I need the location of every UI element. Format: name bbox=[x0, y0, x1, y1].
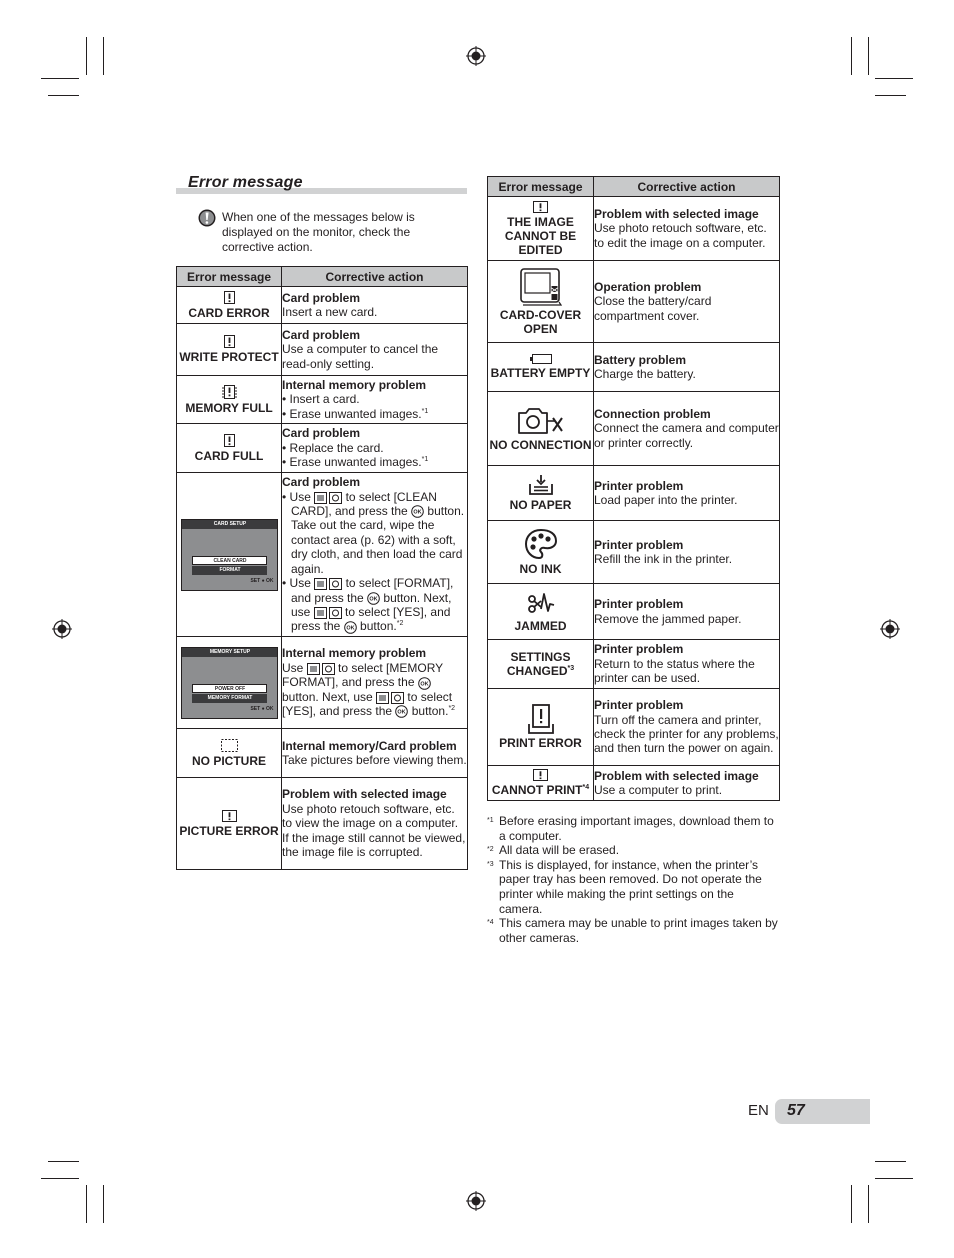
error-message-cell bbox=[488, 261, 594, 343]
registration-mark-icon bbox=[52, 619, 72, 639]
ok-button-icon bbox=[367, 592, 380, 605]
corrective-action-cell bbox=[594, 392, 780, 466]
no-ink-icon bbox=[524, 528, 558, 560]
corrective-action-cell bbox=[594, 766, 780, 801]
action-text: Load paper into the printer. bbox=[594, 493, 738, 507]
no-connection-icon bbox=[517, 406, 565, 436]
footnote-mark: *3 bbox=[487, 860, 494, 868]
crop-mark bbox=[41, 78, 79, 79]
table-row bbox=[177, 287, 468, 324]
table-row bbox=[177, 729, 468, 778]
svg-text:OK: OK bbox=[346, 625, 355, 632]
action-bullet: • Erase unwanted images.$^{*1}$ bbox=[282, 406, 429, 421]
footnote-text: This is displayed, for instance, when the printer’s paper tray has been removed. Do not operate the printer while making the print settings on the camera. bbox=[499, 857, 762, 916]
error-message-cell bbox=[488, 392, 594, 466]
error-message-cell bbox=[177, 287, 282, 324]
jammed-icon bbox=[527, 591, 555, 617]
crop-mark bbox=[875, 95, 906, 96]
error-message-cell bbox=[177, 729, 282, 778]
action-bullet: • Erase unwanted images.$^{*1}$ bbox=[282, 455, 429, 470]
error-name: MEMORY FULL bbox=[185, 400, 273, 415]
error-message-cell bbox=[488, 466, 594, 521]
table-row bbox=[488, 392, 780, 466]
crop-mark bbox=[851, 1185, 852, 1223]
ok-button-icon bbox=[395, 705, 408, 718]
problem-title: Problem with selected image bbox=[282, 787, 447, 802]
crop-mark bbox=[103, 1185, 104, 1223]
table-row bbox=[488, 766, 780, 801]
up-down-buttons-icon bbox=[376, 692, 404, 704]
crop-mark bbox=[48, 95, 79, 96]
problem-title: Internal memory/Card problem bbox=[282, 738, 457, 753]
screen-option: POWER OFF bbox=[192, 684, 267, 693]
footnote-ref: *2 bbox=[396, 620, 404, 628]
crop-mark bbox=[48, 1161, 79, 1162]
registration-mark-icon bbox=[466, 46, 486, 66]
crop-mark bbox=[868, 1185, 869, 1223]
error-name: JAMMED bbox=[514, 618, 567, 633]
svg-text:OK: OK bbox=[420, 681, 429, 688]
footnote-ref: *1 bbox=[421, 407, 429, 415]
error-message-cell bbox=[488, 689, 594, 766]
page-number: 57 bbox=[787, 1102, 805, 1119]
error-table-right bbox=[487, 176, 780, 801]
error-name: NO INK bbox=[519, 562, 562, 576]
action-text: Close the battery/card compartment cover. bbox=[594, 294, 712, 323]
footnotes bbox=[487, 814, 779, 945]
crop-mark bbox=[86, 37, 87, 75]
error-message-cell bbox=[177, 324, 282, 376]
registration-mark-icon bbox=[880, 619, 900, 639]
footnote-mark: *1 bbox=[487, 817, 494, 824]
table-row bbox=[177, 637, 468, 729]
language-label: EN bbox=[748, 1102, 769, 1119]
error-message-cell bbox=[488, 343, 594, 392]
caution-icon bbox=[198, 209, 216, 227]
crop-mark bbox=[86, 1185, 87, 1223]
error-name: PICTURE ERROR bbox=[179, 823, 279, 838]
screen-footer: SET ● OK bbox=[250, 705, 274, 712]
corrective-action-cell bbox=[594, 640, 780, 689]
footnote bbox=[487, 916, 779, 945]
print-error-icon bbox=[528, 704, 554, 734]
action-text: Use to select [MEMORY FORMAT], and press the OK button. Next, use to select [YES], and press the OK button.$^{*2}$ bbox=[282, 660, 456, 719]
crop-mark bbox=[868, 37, 869, 75]
svg-text:OK: OK bbox=[413, 510, 422, 517]
error-name: CANNOT PRINT bbox=[491, 783, 583, 797]
footnote bbox=[487, 843, 779, 858]
action-text: Refill the ink in the printer. bbox=[594, 552, 733, 566]
footnote bbox=[487, 814, 779, 843]
problem-title: Printer problem bbox=[594, 642, 684, 657]
screen-header: MEMORY SETUP bbox=[182, 648, 277, 657]
intro-text: When one of the messages below is displayed on the monitor, check the corrective action. bbox=[222, 210, 415, 254]
exclamation-icon bbox=[533, 201, 548, 213]
column-header-message: Error message bbox=[488, 177, 594, 197]
screen-option-selected: MEMORY FORMAT bbox=[192, 694, 267, 703]
error-message-cell bbox=[177, 376, 282, 424]
problem-title: Printer problem bbox=[594, 698, 684, 713]
action-text: Use a computer to print. bbox=[594, 783, 723, 797]
error-message-cell bbox=[488, 640, 594, 689]
corrective-action-cell bbox=[594, 466, 780, 521]
table-row bbox=[177, 778, 468, 870]
ok-button-icon bbox=[418, 677, 431, 690]
no-paper-icon bbox=[528, 474, 554, 496]
no-picture-icon bbox=[221, 739, 238, 752]
crop-mark bbox=[103, 37, 104, 75]
error-name: NO PICTURE bbox=[191, 753, 266, 768]
corrective-action-cell bbox=[282, 637, 468, 729]
action-text: Remove the jammed paper. bbox=[594, 611, 742, 626]
corrective-action-cell bbox=[282, 424, 468, 473]
action-text: Return to the status where the printer can be used. bbox=[594, 656, 755, 686]
error-message-cell bbox=[488, 766, 594, 801]
svg-text:OK: OK bbox=[397, 710, 407, 717]
internal-memory-icon bbox=[222, 385, 237, 399]
problem-title: Card problem bbox=[282, 475, 361, 490]
table-row bbox=[488, 521, 780, 584]
footnote-ref: *4 bbox=[582, 784, 590, 791]
corrective-action-cell bbox=[282, 778, 468, 870]
table-row bbox=[488, 197, 780, 261]
svg-text:OK: OK bbox=[369, 596, 378, 603]
screen-option-selected: FORMAT bbox=[192, 566, 267, 575]
ok-button-icon bbox=[411, 505, 424, 518]
page-number-tab bbox=[748, 1099, 870, 1124]
error-name: CARD FULL bbox=[194, 448, 264, 463]
action-bullet: • Use to select [CLEAN CARD], and press the OK button. Take out the card, wipe the contact area (p. 62) with a soft, dry cloth, and then load the card again. bbox=[282, 489, 465, 576]
crop-mark bbox=[875, 78, 913, 79]
crop-mark bbox=[875, 1178, 913, 1179]
error-name: CARD ERROR bbox=[188, 305, 270, 320]
error-message-cell bbox=[177, 473, 282, 637]
corrective-action-cell bbox=[282, 376, 468, 424]
problem-title: Internal memory problem bbox=[282, 646, 427, 661]
footnote-text: Before erasing important images, download them to a computer. bbox=[499, 814, 774, 843]
action-text: Use photo retouch software, etc. to view the image on a computer. If the image still cannot be viewed, the image file is corrupted. bbox=[282, 801, 466, 860]
column-header-action: Corrective action bbox=[594, 177, 780, 197]
problem-title: Internal memory problem bbox=[282, 377, 427, 392]
corrective-action-cell bbox=[594, 197, 780, 261]
card-cover-icon bbox=[520, 268, 562, 306]
corrective-action-cell bbox=[594, 261, 780, 343]
error-name: WRITE PROTECT bbox=[179, 350, 279, 364]
error-name: NO CONNECTION bbox=[489, 437, 592, 452]
problem-title: Connection problem bbox=[594, 406, 711, 421]
problem-title: Operation problem bbox=[594, 279, 702, 294]
crop-mark bbox=[41, 1178, 79, 1179]
table-row bbox=[177, 424, 468, 473]
column-header-message: Error message bbox=[177, 267, 282, 287]
footnote-mark: *2 bbox=[487, 846, 494, 854]
problem-title: Problem with selected image bbox=[594, 206, 759, 221]
screen-header: CARD SETUP bbox=[182, 520, 277, 529]
problem-title: Card problem bbox=[282, 327, 361, 342]
ok-button-icon bbox=[344, 621, 357, 634]
corrective-action-cell bbox=[594, 521, 780, 584]
corrective-action-cell bbox=[282, 324, 468, 376]
battery-empty-icon bbox=[530, 354, 552, 364]
error-message-cell bbox=[488, 197, 594, 261]
screen-option: CLEAN CARD bbox=[192, 556, 267, 565]
error-name: NO PAPER bbox=[509, 498, 572, 512]
crop-mark bbox=[851, 37, 852, 75]
card-setup-screen bbox=[181, 519, 278, 591]
corrective-action-cell bbox=[594, 584, 780, 640]
table-row bbox=[488, 689, 780, 766]
action-text: Take pictures before viewing them. bbox=[282, 753, 467, 767]
action-bullet: • Replace the card. bbox=[282, 440, 384, 455]
exclamation-icon bbox=[224, 335, 235, 348]
table-row bbox=[177, 324, 468, 376]
footnote-text: This camera may be unable to print images taken by other cameras. bbox=[499, 916, 778, 945]
problem-title: Card problem bbox=[282, 426, 361, 441]
memory-setup-screen bbox=[181, 647, 278, 719]
error-message-cell bbox=[488, 521, 594, 584]
exclamation-icon bbox=[533, 769, 548, 781]
corrective-action-cell bbox=[594, 343, 780, 392]
action-text: Charge the battery. bbox=[594, 367, 696, 381]
up-down-buttons-icon bbox=[314, 492, 342, 504]
footnote-text: All data will be erased. bbox=[499, 843, 620, 858]
error-name: PRINT ERROR bbox=[499, 736, 582, 750]
exclamation-icon bbox=[222, 810, 237, 822]
table-row bbox=[488, 343, 780, 392]
crop-mark bbox=[875, 1161, 906, 1162]
up-down-buttons-icon bbox=[307, 663, 335, 675]
action-text: Insert a new card. bbox=[282, 305, 378, 319]
footnote-ref: *1 bbox=[421, 456, 429, 464]
action-text: Use photo retouch software, etc. to edit the image on a computer. bbox=[594, 221, 767, 250]
column-header-action: Corrective action bbox=[282, 267, 468, 287]
table-row bbox=[488, 466, 780, 521]
footnote-ref: *3 bbox=[567, 665, 575, 672]
problem-title: Printer problem bbox=[594, 537, 684, 552]
registration-mark-icon bbox=[466, 1191, 486, 1211]
exclamation-icon bbox=[224, 291, 235, 304]
corrective-action-cell bbox=[282, 287, 468, 324]
corrective-action-cell bbox=[282, 729, 468, 778]
error-name: BATTERY EMPTY bbox=[490, 366, 591, 380]
footnote-ref: *2 bbox=[448, 705, 456, 713]
table-row bbox=[488, 261, 780, 343]
up-down-buttons-icon bbox=[314, 607, 342, 619]
exclamation-icon bbox=[224, 434, 235, 447]
error-message-cell bbox=[177, 424, 282, 473]
problem-title: Printer problem bbox=[594, 597, 684, 612]
action-text: Connect the camera and computer or printer correctly. bbox=[594, 421, 779, 450]
error-message-cell bbox=[177, 637, 282, 729]
error-message-cell bbox=[488, 584, 594, 640]
footnote bbox=[487, 858, 779, 916]
error-name: SETTINGS CHANGED bbox=[506, 650, 571, 678]
action-text: Use a computer to cancel the read-only setting. bbox=[282, 342, 439, 371]
corrective-action-cell bbox=[282, 473, 468, 637]
error-table-left bbox=[176, 266, 468, 870]
up-down-buttons-icon bbox=[314, 578, 342, 590]
table-row bbox=[177, 376, 468, 424]
action-bullet: • Use to select [FORMAT], and press the OK button. Next, use to select [YES], and press the OK button.$^{*2}$ bbox=[282, 576, 454, 634]
error-message-cell bbox=[177, 778, 282, 870]
action-text: Turn off the camera and printer, check the printer for any problems, and then turn the power on again. bbox=[594, 712, 779, 756]
table-row bbox=[488, 584, 780, 640]
section-title: Error message bbox=[188, 174, 303, 191]
corrective-action-cell bbox=[594, 689, 780, 766]
problem-title: Problem with selected image bbox=[594, 768, 759, 783]
table-row bbox=[177, 473, 468, 637]
table-row bbox=[488, 640, 780, 689]
problem-title: Printer problem bbox=[594, 478, 684, 493]
problem-title: Battery problem bbox=[594, 352, 687, 367]
footnote-mark: *4 bbox=[487, 919, 494, 927]
error-name: CARD-COVER OPEN bbox=[499, 307, 582, 336]
section-header bbox=[176, 174, 467, 194]
error-name: THE IMAGE CANNOT BE EDITED bbox=[504, 214, 577, 257]
action-bullet: • Insert a card. bbox=[282, 392, 360, 407]
screen-footer: SET ● OK bbox=[250, 577, 274, 584]
problem-title: Card problem bbox=[282, 290, 361, 305]
